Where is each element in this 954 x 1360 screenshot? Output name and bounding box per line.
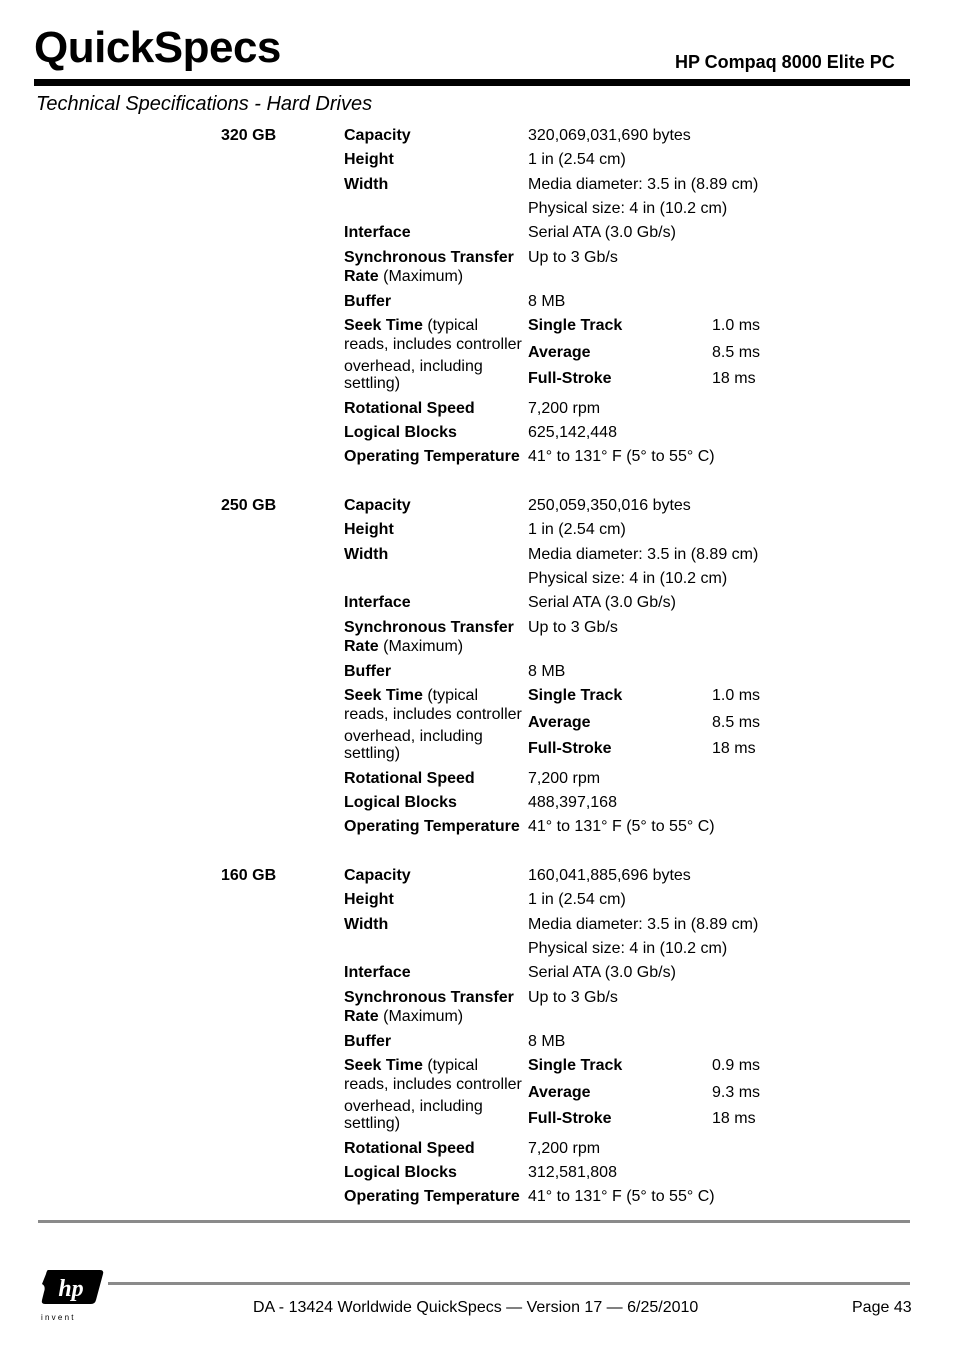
spec-label-seek-time-line4: settling) [344, 375, 401, 392]
spec-value-sync-rate: Up to 3 Gb/s [528, 249, 618, 266]
spec-value-width-media: Media diameter: 3.5 in (8.89 cm) [528, 916, 759, 933]
spec-value-width-physical: Physical size: 4 in (10.2 cm) [528, 570, 728, 587]
spec-label-interface: Interface [344, 594, 411, 611]
spec-value-operating-temperature: 41° to 131° F (5° to 55° C) [528, 818, 715, 835]
seek-time-suffix: (typical [422, 1057, 478, 1074]
section-title: Technical Specifications - Hard Drives [36, 93, 373, 115]
sync-rate-bold: Rate [344, 268, 379, 285]
page-number: Page 43 [852, 1299, 912, 1316]
seek-time-suffix: (typical [422, 317, 478, 334]
seek-value-single-track: 0.9 ms [712, 1057, 761, 1074]
spec-value-capacity: 250,059,350,016 bytes [528, 497, 691, 514]
drive-name: 250 GB [221, 497, 277, 514]
sync-rate-bold: Rate [344, 638, 379, 655]
spec-label-width: Width [344, 916, 389, 933]
seek-value-single-track: 1.0 ms [712, 317, 761, 334]
spec-label-height: Height [344, 521, 394, 538]
seek-value-full-stroke: 18 ms [712, 370, 756, 387]
seek-value-average: 8.5 ms [712, 714, 761, 731]
spec-label-seek-time-line2: reads, includes controller [344, 336, 522, 353]
seek-value-single-track: 1.0 ms [712, 687, 761, 704]
seek-value-full-stroke: 18 ms [712, 740, 756, 757]
spec-value-operating-temperature: 41° to 131° F (5° to 55° C) [528, 448, 715, 465]
spec-label-seek-time-line3: overhead, including [344, 358, 483, 375]
spec-label-seek-time-line3: overhead, including [344, 1098, 483, 1115]
spec-value-rotational-speed: 7,200 rpm [528, 1140, 601, 1157]
spec-label-capacity: Capacity [344, 867, 411, 884]
spec-label-seek-time-line1 [344, 686, 478, 706]
spec-value-capacity: 160,041,885,696 bytes [528, 867, 691, 884]
spec-value-height: 1 in (2.54 cm) [528, 521, 626, 538]
spec-label-rotational-speed: Rotational Speed [344, 770, 475, 787]
spec-label-seek-time-line1 [344, 1056, 478, 1076]
spec-label-sync-rate-line1: Synchronous Transfer [344, 249, 514, 266]
spec-value-rotational-speed: 7,200 rpm [528, 770, 601, 787]
spec-label-logical-blocks: Logical Blocks [344, 424, 457, 441]
seek-label-full-stroke: Full-Stroke [528, 1110, 612, 1127]
spec-label-seek-time-line4: settling) [344, 745, 401, 762]
seek-value-average: 9.3 ms [712, 1084, 761, 1101]
drive-name: 320 GB [221, 127, 277, 144]
seek-label-single-track: Single Track [528, 317, 623, 334]
seek-label-average: Average [528, 714, 591, 731]
spec-value-logical-blocks: 488,397,168 [528, 794, 617, 811]
seek-label-full-stroke: Full-Stroke [528, 740, 612, 757]
spec-value-height: 1 in (2.54 cm) [528, 891, 626, 908]
spec-value-height: 1 in (2.54 cm) [528, 151, 626, 168]
seek-label-average: Average [528, 344, 591, 361]
spec-label-buffer: Buffer [344, 293, 392, 310]
spec-label-sync-rate-line2 [344, 1007, 463, 1027]
product-name: HP Compaq 8000 Elite PC [675, 52, 895, 72]
spec-value-width-physical: Physical size: 4 in (10.2 cm) [528, 940, 728, 957]
spec-label-seek-time-line1 [344, 316, 478, 336]
spec-label-height: Height [344, 891, 394, 908]
spec-label-operating-temperature: Operating Temperature [344, 818, 520, 835]
spec-value-logical-blocks: 625,142,448 [528, 424, 617, 441]
seek-value-average: 8.5 ms [712, 344, 761, 361]
spec-value-capacity: 320,069,031,690 bytes [528, 127, 691, 144]
spec-label-seek-time-line2: reads, includes controller [344, 706, 522, 723]
sync-rate-suffix: (Maximum) [378, 1008, 464, 1025]
spec-label-width: Width [344, 176, 389, 193]
spec-label-interface: Interface [344, 224, 411, 241]
seek-label-single-track: Single Track [528, 687, 623, 704]
spec-label-capacity: Capacity [344, 497, 411, 514]
spec-value-buffer: 8 MB [528, 1033, 566, 1050]
sync-rate-suffix: (Maximum) [378, 268, 464, 285]
sync-rate-bold: Rate [344, 1008, 379, 1025]
spec-label-width: Width [344, 546, 389, 563]
seek-time-suffix: (typical [422, 687, 478, 704]
spec-value-sync-rate: Up to 3 Gb/s [528, 989, 618, 1006]
logo-text: hp [58, 1276, 84, 1302]
spec-value-logical-blocks: 312,581,808 [528, 1164, 617, 1181]
spec-label-operating-temperature: Operating Temperature [344, 448, 520, 465]
seek-value-full-stroke: 18 ms [712, 1110, 756, 1127]
spec-label-capacity: Capacity [344, 127, 411, 144]
spec-label-interface: Interface [344, 964, 411, 981]
spec-label-buffer: Buffer [344, 1033, 392, 1050]
spec-value-width-physical: Physical size: 4 in (10.2 cm) [528, 200, 728, 217]
seek-time-bold: Seek Time [344, 1057, 423, 1074]
spec-label-operating-temperature: Operating Temperature [344, 1188, 520, 1205]
spec-label-buffer: Buffer [344, 663, 392, 680]
spec-label-height: Height [344, 151, 394, 168]
spec-value-interface: Serial ATA (3.0 Gb/s) [528, 224, 676, 241]
seek-time-bold: Seek Time [344, 317, 423, 334]
footer-doc-info: DA - 13424 Worldwide QuickSpecs — Version 17 — 6/25/2010 [253, 1299, 699, 1316]
seek-time-bold: Seek Time [344, 687, 423, 704]
hp-logo-icon [40, 1268, 106, 1324]
spec-label-seek-time-line3: overhead, including [344, 728, 483, 745]
spec-label-sync-rate-line2 [344, 637, 463, 657]
spec-label-rotational-speed: Rotational Speed [344, 400, 475, 417]
spec-label-logical-blocks: Logical Blocks [344, 794, 457, 811]
spec-value-buffer: 8 MB [528, 663, 566, 680]
spec-value-interface: Serial ATA (3.0 Gb/s) [528, 964, 676, 981]
page-title: QuickSpecs [34, 23, 281, 72]
spec-label-seek-time-line2: reads, includes controller [344, 1076, 522, 1093]
spec-label-rotational-speed: Rotational Speed [344, 1140, 475, 1157]
spec-label-sync-rate-line2 [344, 267, 463, 287]
spec-value-operating-temperature: 41° to 131° F (5° to 55° C) [528, 1188, 715, 1205]
spec-value-width-media: Media diameter: 3.5 in (8.89 cm) [528, 546, 759, 563]
content-end-rule [38, 1220, 910, 1223]
drive-name: 160 GB [221, 867, 277, 884]
header-rule [34, 79, 910, 86]
spec-value-width-media: Media diameter: 3.5 in (8.89 cm) [528, 176, 759, 193]
logo-tagline: i n v e n t [41, 1313, 74, 1322]
seek-label-single-track: Single Track [528, 1057, 623, 1074]
spec-value-rotational-speed: 7,200 rpm [528, 400, 601, 417]
seek-label-average: Average [528, 1084, 591, 1101]
spec-value-sync-rate: Up to 3 Gb/s [528, 619, 618, 636]
spec-value-buffer: 8 MB [528, 293, 566, 310]
spec-label-logical-blocks: Logical Blocks [344, 1164, 457, 1181]
sync-rate-suffix: (Maximum) [378, 638, 464, 655]
spec-label-sync-rate-line1: Synchronous Transfer [344, 989, 514, 1006]
spec-label-seek-time-line4: settling) [344, 1115, 401, 1132]
spec-label-sync-rate-line1: Synchronous Transfer [344, 619, 514, 636]
seek-label-full-stroke: Full-Stroke [528, 370, 612, 387]
spec-value-interface: Serial ATA (3.0 Gb/s) [528, 594, 676, 611]
footer-rule [108, 1282, 910, 1285]
